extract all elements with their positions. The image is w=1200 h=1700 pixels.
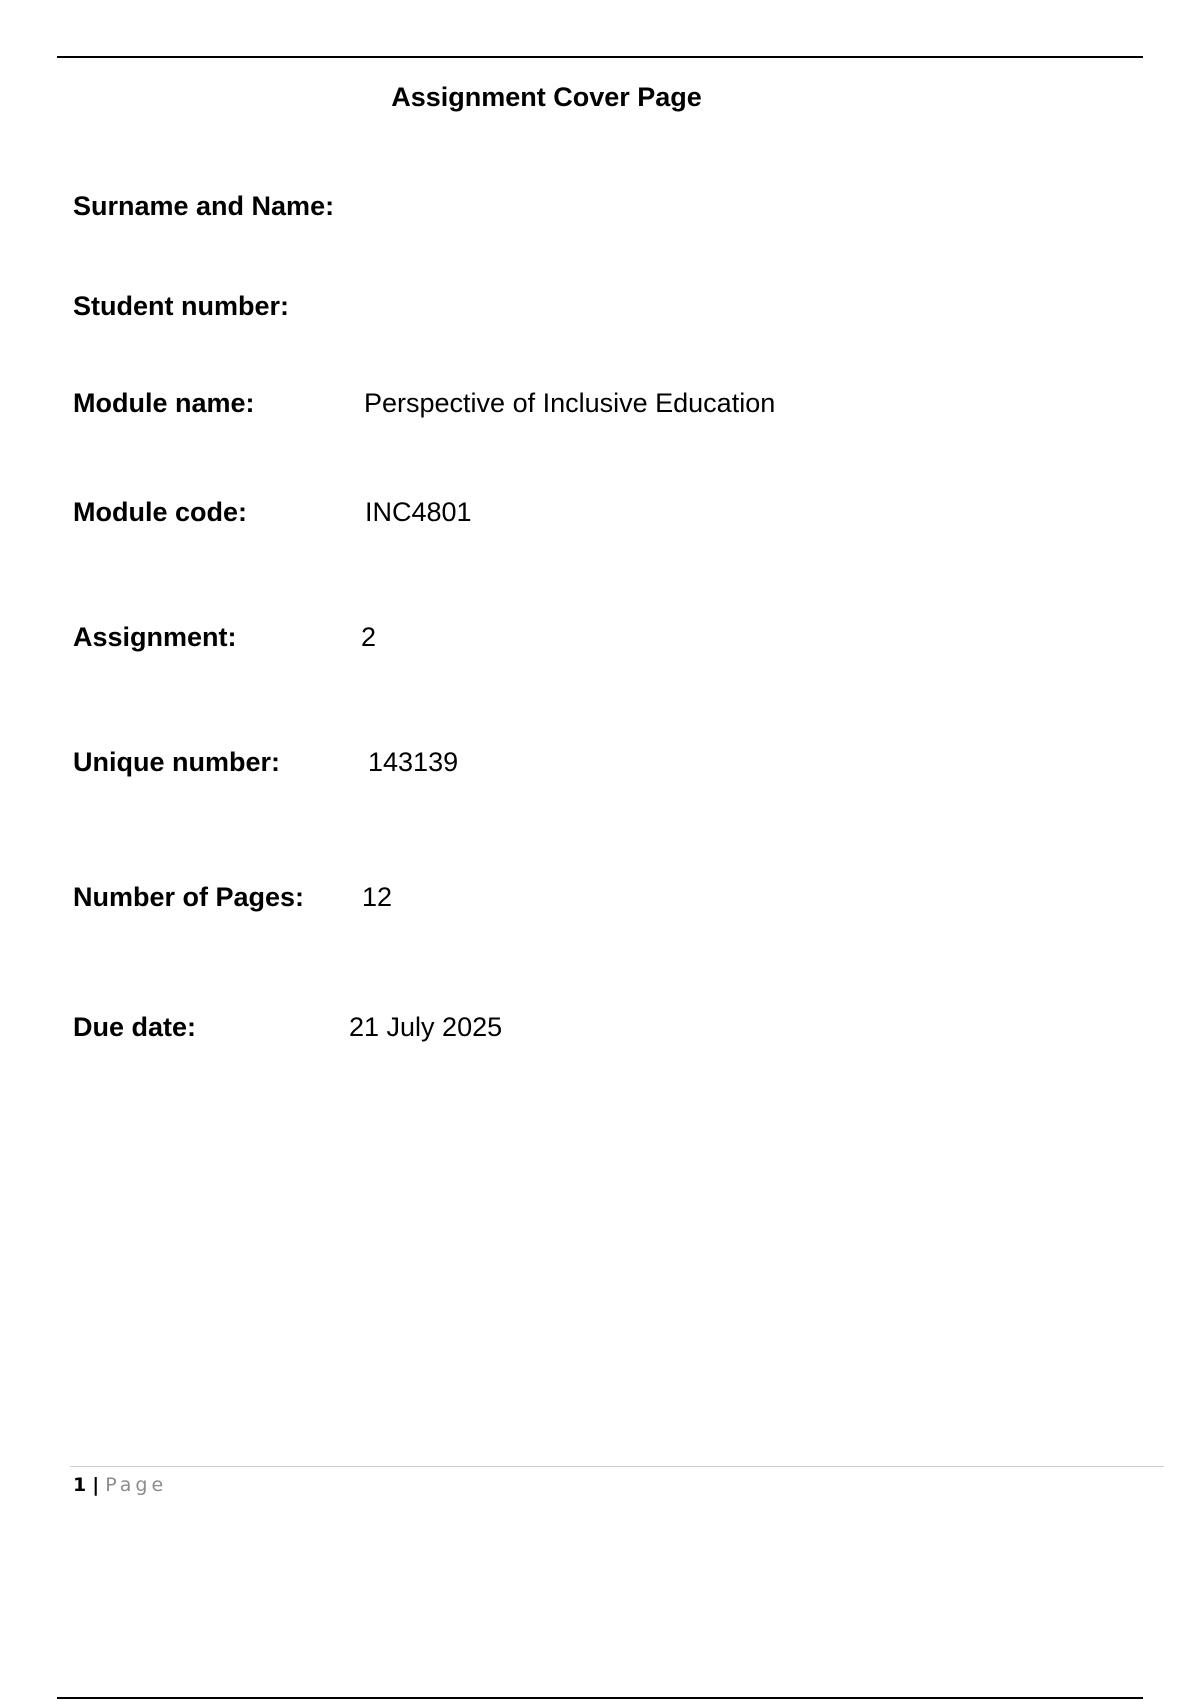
footer-page-number: 1 xyxy=(73,1474,87,1496)
footer-separator: | xyxy=(92,1474,100,1496)
number-of-pages-label: Number of Pages: xyxy=(73,882,305,912)
module-name-value: Perspective of Inclusive Education xyxy=(364,388,776,418)
due-date-value: 21 July 2025 xyxy=(349,1012,503,1042)
footer-page-word: Page xyxy=(105,1474,168,1496)
footer-divider xyxy=(70,1466,1164,1467)
unique-number-value: 143139 xyxy=(368,747,459,777)
unique-number-label: Unique number: xyxy=(73,747,280,777)
number-of-pages-value: 12 xyxy=(362,882,393,912)
bottom-divider xyxy=(57,1697,1143,1699)
page-footer xyxy=(73,1472,167,1498)
module-name-label: Module name: xyxy=(73,388,255,418)
page-title: Assignment Cover Page xyxy=(391,82,702,112)
module-code-value: INC4801 xyxy=(365,497,472,527)
surname-name-label: Surname and Name: xyxy=(73,191,335,221)
module-code-label: Module code: xyxy=(73,497,247,527)
assignment-label: Assignment: xyxy=(73,622,237,652)
due-date-label: Due date: xyxy=(73,1012,197,1042)
student-number-label: Student number: xyxy=(73,291,289,321)
top-divider xyxy=(57,56,1143,58)
assignment-value: 2 xyxy=(361,622,377,652)
